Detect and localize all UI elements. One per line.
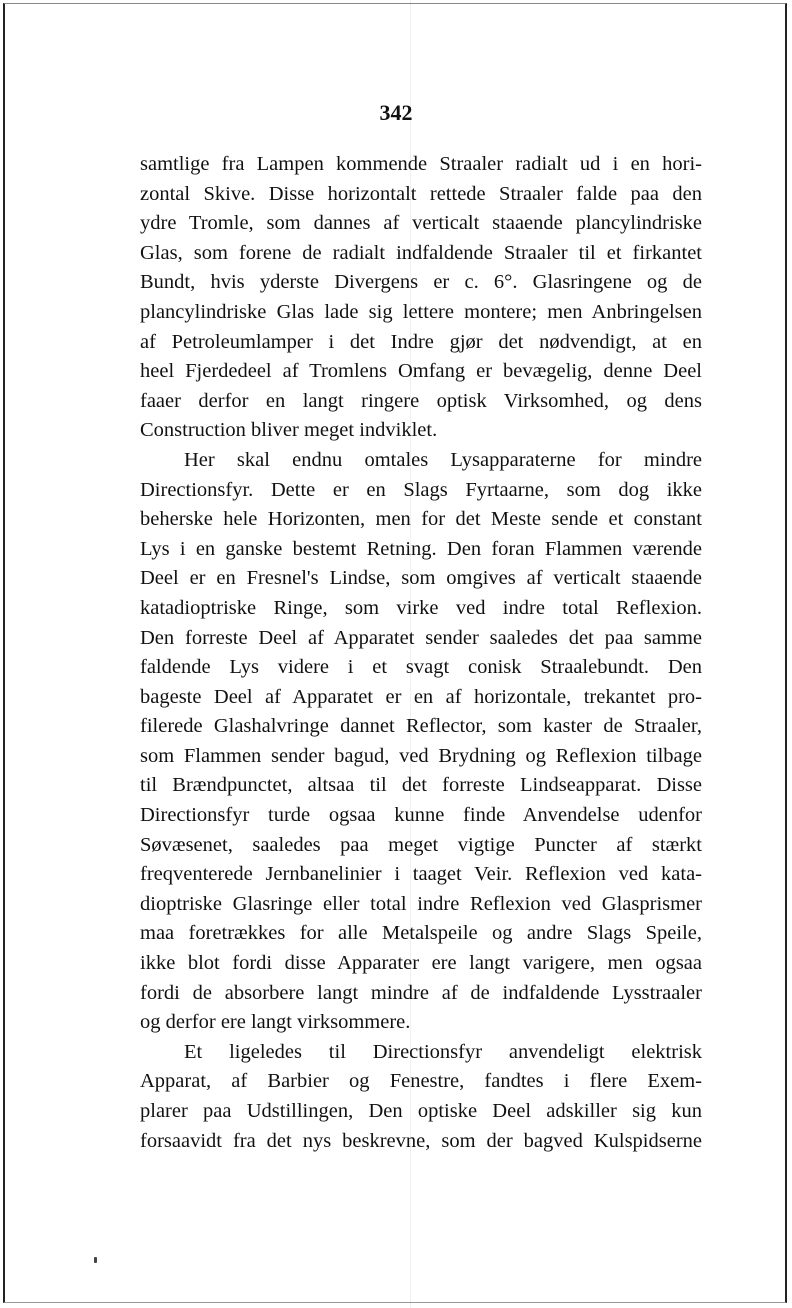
paragraph-1 bbox=[140, 150, 702, 446]
scan-speck bbox=[94, 1257, 97, 1263]
text-line: Her skal endnu omtales Lysapparaterne for mindre bbox=[184, 448, 702, 471]
text-line: bageste Deel af Apparatet er en af horizontale, trekantet pro- bbox=[140, 685, 702, 708]
text-line: fordi de absorbere langt mindre af de indfaldende Lysstraaler bbox=[140, 981, 702, 1004]
text-line: og derfor ere langt virksommere. bbox=[140, 1011, 411, 1034]
text-line: plancylindriske Glas lade sig lettere montere; men Anbringelsen bbox=[140, 300, 702, 323]
text-line: Directionsfyr turde ogsaa kunne finde Anvendelse udenfor bbox=[140, 804, 702, 827]
text-line: forsaavidt fra det nys beskrevne, som der bagved Kulspidserne bbox=[140, 1129, 702, 1152]
text-line: til Brændpunctet, altsaa til det forreste Lindseapparat. Disse bbox=[140, 774, 702, 797]
text-line: Construction bliver meget indviklet. bbox=[140, 419, 438, 442]
text-line: beherske hele Horizonten, men for det Meste sende et constant bbox=[140, 508, 702, 531]
text-line: Lys i en ganske bestemt Retning. Den foran Flammen værende bbox=[140, 537, 702, 560]
text-line: ydre Tromle, som dannes af verticalt staaende plancylindriske bbox=[140, 212, 702, 235]
text-line: heel Fjerdedeel af Tromlens Omfang er bevægelig, denne Deel bbox=[140, 360, 702, 383]
text-line: Directionsfyr. Dette er en Slags Fyrtaarne, som dog ikke bbox=[140, 478, 702, 501]
text-line: dioptriske Glasringe eller total indre Reflexion ved Glasprismer bbox=[140, 892, 702, 915]
text-line: katadioptriske Ringe, som virke ved indre total Reflexion. bbox=[140, 596, 702, 619]
text-line: faldende Lys videre i et svagt conisk Straalebundt. Den bbox=[140, 656, 702, 679]
text-line: freqventerede Jernbanelinier i taaget Veir. Reflexion ved kata- bbox=[140, 863, 702, 886]
text-line: maa foretrækkes for alle Metalspeile og andre Slags Speile, bbox=[140, 922, 702, 945]
text-line: Et ligeledes til Directionsfyr anvendeligt elektrisk bbox=[184, 1040, 702, 1063]
text-line: Bundt, hvis yderste Divergens er c. 6°. Glasringene og de bbox=[140, 271, 702, 294]
text-line: samtlige fra Lampen kommende Straaler radialt ud i en hori- bbox=[140, 153, 702, 175]
text-line: som Flammen sender bagud, ved Brydning og Reflexion tilbage bbox=[140, 744, 702, 767]
text-line: filerede Glashalvringe dannet Reflector, som kaster de Straaler, bbox=[140, 715, 702, 738]
text-line: Apparat, af Barbier og Fenestre, fandtes i flere Exem- bbox=[140, 1070, 702, 1093]
text-line: faaer derfor en langt ringere optisk Virksomhed, og dens bbox=[140, 389, 702, 412]
text-line: Deel er en Fresnel's Lindse, som omgives af verticalt staaende bbox=[140, 567, 702, 590]
page-number: 342 bbox=[379, 100, 413, 125]
text-line: ikke blot fordi disse Apparater ere langt varigere, men ogsaa bbox=[140, 952, 702, 975]
text-line: af Petroleumlamper i det Indre gjør det nødvendigt, at en bbox=[140, 330, 702, 353]
text-line: plarer paa Udstillingen, Den optiske Deel adskiller sig kun bbox=[140, 1100, 702, 1122]
text-line: Søvæsenet, saaledes paa meget vigtige Puncter af stærkt bbox=[140, 833, 702, 856]
paragraph-2 bbox=[140, 446, 702, 1038]
body-text bbox=[140, 150, 702, 1156]
paragraph-3 bbox=[140, 1038, 702, 1156]
text-line: Den forreste Deel af Apparatet sender saaledes det paa samme bbox=[140, 626, 702, 649]
text-line: Glas, som forene de radialt indfaldende Straaler til et firkantet bbox=[140, 241, 702, 264]
text-line: zontal Skive. Disse horizontalt rettede Straaler falde paa den bbox=[140, 182, 702, 205]
